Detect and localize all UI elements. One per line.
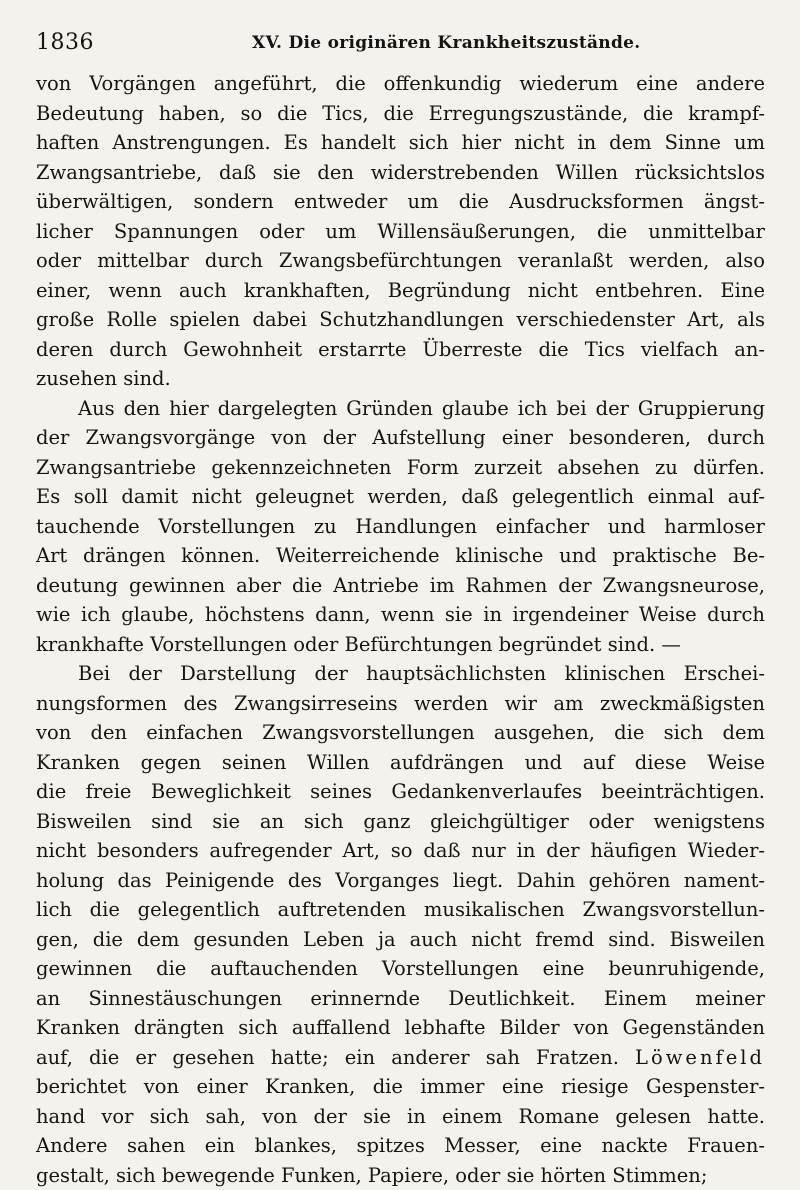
text-line: Kranken drängten sich auffallend lebhafte Bilder von Gegenständen [36,1013,765,1043]
text-line: gewinnen die auftauchenden Vorstellungen eine beunruhigende, [36,954,765,984]
text-line: Bedeutung haben, so die Tics, die Erregungszustände, die krampf- [36,99,765,129]
text-line: von Vorgängen angeführt, die offenkundig wiederum eine andere [36,69,765,99]
paragraph-end-line: zusehen sind. [36,364,765,394]
text-line: lich die gelegentlich auftretenden musikalischen Zwangsvorstellun- [36,895,765,925]
text-line: tauchende Vorstellungen zu Handlungen einfacher und harmloser [36,512,765,542]
text-line: Zwangsantriebe gekennzeichneten Form zurzeit absehen zu dürfen. [36,453,765,483]
text-line: holung das Peinigende des Vorganges liegt. Dahin gehören nament- [36,866,765,896]
page-number: 1836 [36,30,94,55]
text-line: hand vor sich sah, von der sie in einem Romane gelesen hatte. [36,1102,765,1132]
paragraph-end-line: krankhafte Vorstellungen oder Befürchtungen begründet sind. — [36,630,765,660]
text-line: Kranken gegen seinen Willen aufdrängen und auf diese Weise [36,748,765,778]
text-line: nicht besonders aufregender Art, so daß nur in der häufigen Wieder- [36,836,765,866]
text-line: wie ich glaube, höchstens dann, wenn sie in irgendeiner Weise durch [36,600,765,630]
text-line: gestalt, sich bewegende Funken, Papiere, oder sie hörten Stimmen; [36,1161,765,1190]
text-line: deren durch Gewohnheit erstarrte Überreste die Tics vielfach an- [36,335,765,365]
text-line: nungsformen des Zwangsirreseins werden wir am zweckmäßigsten [36,689,765,719]
text-line: Andere sahen ein blankes, spitzes Messer, eine nackte Frauen- [36,1131,765,1161]
line-text: auf, die er gesehen hatte; ein anderer sah Fratzen. [36,1046,619,1069]
text-line: licher Spannungen oder um Willensäußerungen, die unmittelbar [36,217,765,247]
text-line: oder mittelbar durch Zwangsbefürchtungen veranlaßt werden, also [36,246,765,276]
text-line: gen, die dem gesunden Leben ja auch nicht fremd sind. Bisweilen [36,925,765,955]
text-line: die freie Beweglichkeit seines Gedankenverlaufes beeinträchtigen. [36,777,765,807]
text-line: Zwangsantriebe, daß sie den widerstrebenden Willen rücksichtslos [36,158,765,188]
text-line: große Rolle spielen dabei Schutzhandlungen verschiedenster Art, als [36,305,765,335]
text-line: haften Anstrengungen. Es handelt sich hier nicht in dem Sinne um [36,128,765,158]
paragraph-start-line: Bei der Darstellung der hauptsächlichsten klinischen Erschei- [36,659,765,689]
running-head [36,30,770,60]
text-line: deutung gewinnen aber die Antriebe im Rahmen der Zwangsneurose, [36,571,765,601]
paragraph-start-line: Aus den hier dargelegten Gründen glaube ich bei der Gruppierung [36,394,765,424]
text-line: Art drängen können. Weiterreichende klinische und praktische Be- [36,541,765,571]
text-line: berichtet von einer Kranken, die immer eine riesige Gespenster- [36,1072,765,1102]
chapter-title: XV. Die originären Krankheitszustände. [252,33,640,53]
text-line: Bisweilen sind sie an sich ganz gleichgültiger oder wenigstens [36,807,765,837]
text-line: einer, wenn auch krankhaften, Begründung nicht entbehren. Eine [36,276,765,306]
text-line: Es soll damit nicht geleugnet werden, daß gelegentlich einmal auf- [36,482,765,512]
text-line: von den einfachen Zwangsvorstellungen ausgehen, die sich dem [36,718,765,748]
body-text [36,69,765,1190]
text-line: der Zwangsvorgänge von der Aufstellung einer besonderen, durch [36,423,765,453]
text-line: überwältigen, sondern entweder um die Ausdrucksformen ängst- [36,187,765,217]
text-line: an Sinnestäuschungen erinnernde Deutlichkeit. Einem meiner [36,984,765,1014]
author-name-spaced: Löwenfeld [635,1046,765,1069]
text-line-with-name [36,1043,765,1073]
